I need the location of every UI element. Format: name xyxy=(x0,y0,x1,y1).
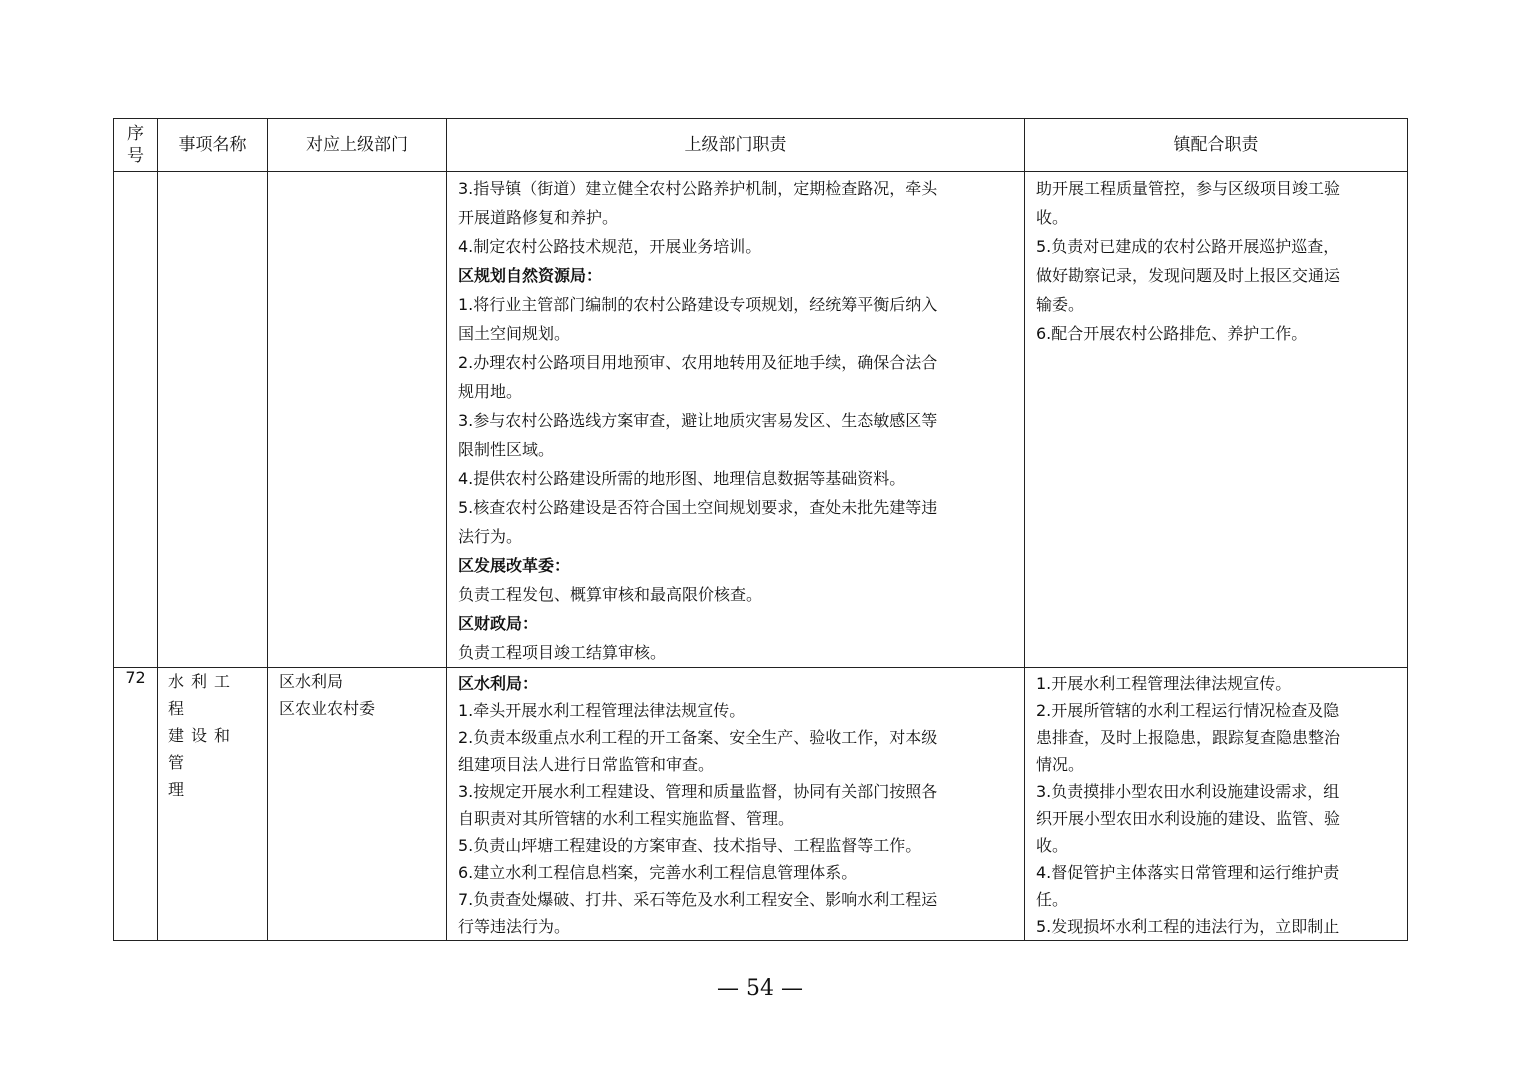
text-line: 3.负责摸排小型农田水利设施建设需求，组 xyxy=(1036,782,1340,801)
header-upper-duties: 上级部门职责 xyxy=(447,119,1025,172)
text-line: 水利工程 xyxy=(168,672,238,718)
header-town-duties: 镇配合职责 xyxy=(1025,119,1408,172)
text-line: 法行为。 xyxy=(458,527,523,546)
text-line: 建设和管 xyxy=(168,726,238,772)
text-line: 规用地。 xyxy=(458,382,523,401)
section-heading: 区财政局： xyxy=(458,614,539,633)
text-line: 5.负责对已建成的农村公路开展巡护巡查， xyxy=(1036,237,1340,256)
text-line: 3.指导镇（街道）建立健全农村公路养护机制，定期检查路况，牵头 xyxy=(458,179,938,198)
text-line: 1.开展水利工程管理法律法规宣传。 xyxy=(1036,674,1292,693)
text-line: 任。 xyxy=(1036,890,1069,909)
item-name-cell xyxy=(158,172,268,668)
table-row xyxy=(114,172,1408,668)
town-duties-text xyxy=(1025,668,1407,940)
text-line: 2.开展所管辖的水利工程运行情况检查及隐 xyxy=(1036,701,1340,720)
upper-duties-cell xyxy=(447,172,1025,668)
text-line: 开展道路修复和养护。 xyxy=(458,208,619,227)
dept-cell xyxy=(268,172,447,668)
text-line: 6.建立水利工程信息档案，完善水利工程信息管理体系。 xyxy=(458,863,858,882)
duty-table xyxy=(113,118,1408,941)
text-line: 收。 xyxy=(1036,836,1069,855)
text-line: 5.负责山坪塘工程建设的方案审查、技术指导、工程监督等工作。 xyxy=(458,836,922,855)
text-line: 2.负责本级重点水利工程的开工备案、安全生产、验收工作，对本级 xyxy=(458,728,938,747)
text-line: 2.办理农村公路项目用地预审、农用地转用及征地手续，确保合法合 xyxy=(458,353,938,372)
text-line: 6.配合开展农村公路排危、养护工作。 xyxy=(1036,324,1308,343)
item-name-cell xyxy=(158,668,268,941)
text-line: 理 xyxy=(168,780,192,799)
text-line: 织开展小型农田水利设施的建设、监管、验 xyxy=(1036,809,1341,828)
text-line: 7.负责查处爆破、打井、采石等危及水利工程安全、影响水利工程运 xyxy=(458,890,938,909)
text-line: 负责工程发包、概算审核和最高限价核查。 xyxy=(458,585,763,604)
text-line: 国土空间规划。 xyxy=(458,324,571,343)
header-seq: 序号 xyxy=(114,119,158,172)
text-line: 区农业农村委 xyxy=(279,699,376,718)
section-heading: 区发展改革委： xyxy=(458,556,571,575)
seq-cell xyxy=(114,172,158,668)
text-line: 1.牵头开展水利工程管理法律法规宣传。 xyxy=(458,701,746,720)
item-name-text xyxy=(158,668,267,803)
text-line: 区水利局 xyxy=(279,672,344,691)
text-line: 情况。 xyxy=(1036,755,1085,774)
text-line: 3.参与农村公路选线方案审查，避让地质灾害易发区、生态敏感区等 xyxy=(458,411,938,430)
text-line: 4.提供农村公路建设所需的地形图、地理信息数据等基础资料。 xyxy=(458,469,906,488)
upper-duties-cell xyxy=(447,668,1025,941)
text-line: 自职责对其所管辖的水利工程实施监督、管理。 xyxy=(458,809,795,828)
text-line: 3.按规定开展水利工程建设、管理和质量监督，协同有关部门按照各 xyxy=(458,782,938,801)
text-line: 做好勘察记录，发现问题及时上报区交通运 xyxy=(1036,266,1341,285)
page-number: — 54 — xyxy=(717,976,803,1001)
text-line: 患排查，及时上报隐患，跟踪复查隐患整治 xyxy=(1036,728,1341,747)
text-line: 限制性区域。 xyxy=(458,440,555,459)
text-line: 输委。 xyxy=(1036,295,1085,314)
upper-duties-text xyxy=(447,172,1024,667)
text-line: 组建项目法人进行日常监管和审查。 xyxy=(458,755,715,774)
text-line: 行等违法行为。 xyxy=(458,917,571,936)
section-heading: 区规划自然资源局： xyxy=(458,266,603,285)
table-header-row xyxy=(114,119,1408,172)
text-line: 收。 xyxy=(1036,208,1069,227)
section-heading: 区水利局： xyxy=(458,674,539,693)
text-line: 负责工程项目竣工结算审核。 xyxy=(458,643,667,662)
seq-cell: 72 xyxy=(114,668,158,941)
dept-text xyxy=(268,668,446,722)
dept-cell xyxy=(268,668,447,941)
header-item-name: 事项名称 xyxy=(158,119,268,172)
header-upper-dept: 对应上级部门 xyxy=(268,119,447,172)
town-duties-cell xyxy=(1025,668,1408,941)
table-row xyxy=(114,668,1408,941)
upper-duties-text xyxy=(447,668,1024,940)
town-duties-text xyxy=(1025,172,1407,348)
text-line: 助开展工程质量管控，参与区级项目竣工验 xyxy=(1036,179,1341,198)
text-line: 5.发现损坏水利工程的违法行为，立即制止 xyxy=(1036,917,1340,936)
text-line: 5.核查农村公路建设是否符合国土空间规划要求，查处未批先建等违 xyxy=(458,498,938,517)
text-line: 4.制定农村公路技术规范，开展业务培训。 xyxy=(458,237,762,256)
text-line: 1.将行业主管部门编制的农村公路建设专项规划，经统筹平衡后纳入 xyxy=(458,295,938,314)
text-line: 4.督促管护主体落实日常管理和运行维护责 xyxy=(1036,863,1340,882)
town-duties-cell xyxy=(1025,172,1408,668)
